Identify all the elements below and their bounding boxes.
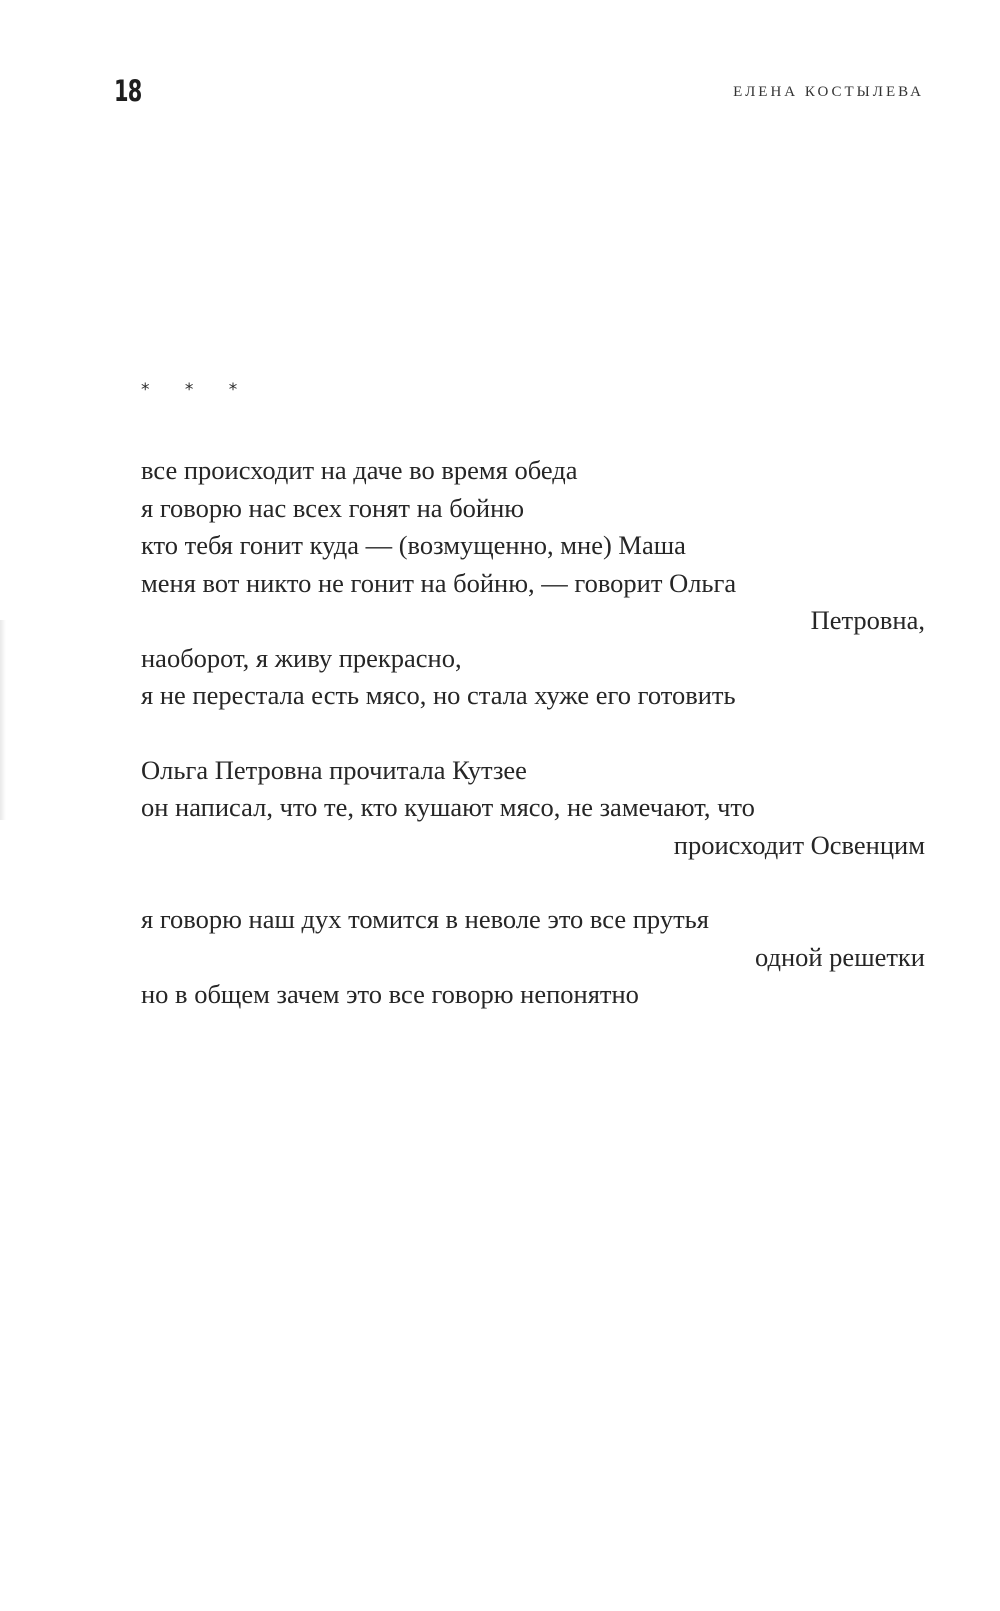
poem-line-continuation: происходит Освенцим [673,829,925,860]
poem-line: я не перестала есть мясо, но стала хуже его готовить [141,680,736,710]
poem-line: но в общем зачем это все говорю непонятно [141,979,639,1009]
poem-line: все происходит на даче во время обеда [141,455,578,485]
section-separator: * * * [141,380,253,400]
poem-line-continuation: Петровна, [810,605,925,635]
poem-line-continuation: одной решетки [754,941,925,972]
poem-line: наоборот, я живу прекрасно, [141,642,462,673]
poem-line: я говорю наш дух томится в неволе это все прутья [141,904,709,934]
poem-line: он написал, что те, кто кушают мясо, не замечают, что [141,792,755,822]
stanza-2 [141,752,925,865]
poem-line: Ольга Петровна прочитала Кутзее [141,754,527,785]
stanza-3 [141,901,925,1014]
poem [141,372,925,1051]
poem-line: меня вот никто не гонит на бойню, — говорит Ольга [141,567,737,598]
spine-shadow [0,620,6,820]
poem-line: я говорю нас всех гонят на бойню [141,492,525,523]
page-number: 18 [114,74,142,108]
poem-line: кто тебя гонит куда — (возмущенно, мне) Маша [141,530,686,560]
stanza-1 [141,452,925,715]
running-head-author: ЕЛЕНА КОСТЫЛЕВА [733,84,924,100]
